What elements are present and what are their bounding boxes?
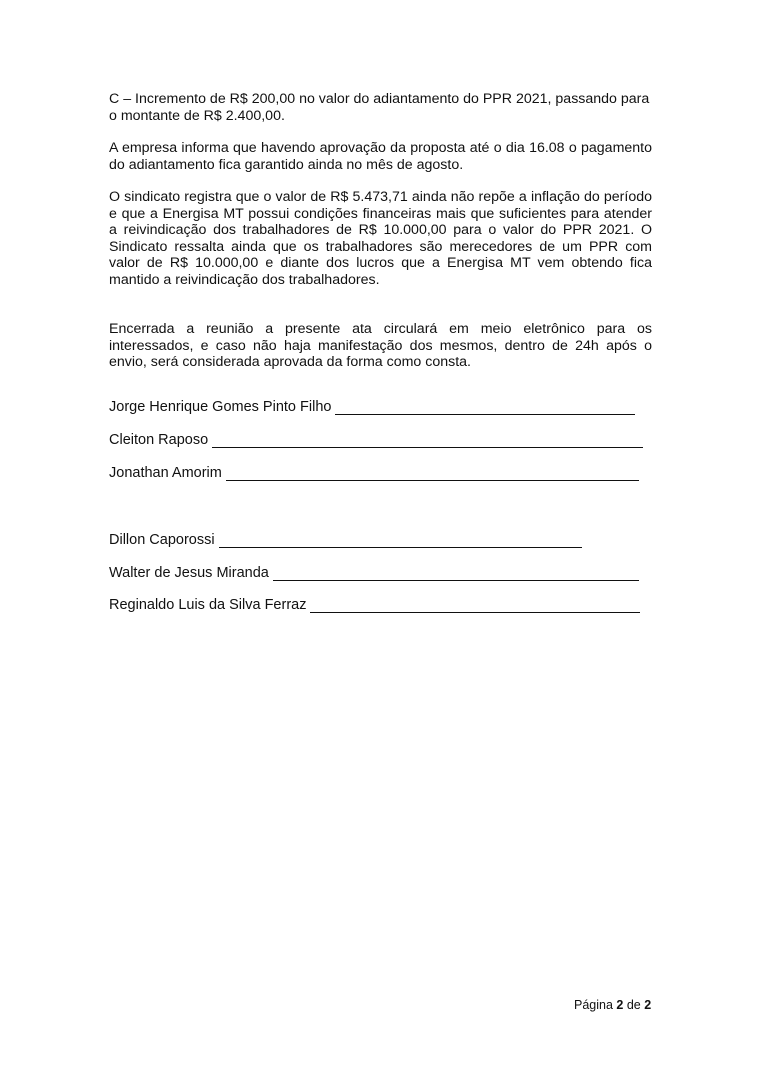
signature-line bbox=[310, 599, 640, 613]
signature-row bbox=[109, 596, 640, 614]
signatory-name: Cleiton Raposo bbox=[109, 432, 209, 448]
signature-row bbox=[109, 531, 582, 549]
paragraph-union-statement: O sindicato registra que o valor de R$ 5.473,71 ainda não repõe a inflação do período e que a Energisa MT possui condições financeiras mais que suficientes para atender a reivindicação dos trabalhadores de R$ 10.000,00 para o valor do PPR 2021. O Sindicato ressalta ainda que os trabalhadores são merecedores de um PPR com valor de R$ 10.000,00 e diante dos lucros que a Energisa MT vem obtendo fica mantido a reivindicação dos trabalhadores. bbox=[109, 189, 652, 288]
paragraph-company-statement: A empresa informa que havendo aprovação da proposta até o dia 16.08 o pagamento do adiantamento fica garantido ainda no mês de agosto. bbox=[109, 140, 652, 173]
signatory-name: Dillon Caporossi bbox=[109, 532, 215, 548]
paragraph-closing: Encerrada a reunião a presente ata circulará em meio eletrônico para os interessados, e caso não haja manifestação dos mesmos, dentro de 24h após o envio, será considerada aprovada da forma como consta. bbox=[109, 321, 652, 370]
signatory-name: Jonathan Amorim bbox=[109, 465, 222, 481]
signatory-name: Walter de Jesus Miranda bbox=[109, 565, 269, 581]
signature-row bbox=[109, 464, 639, 482]
signature-row bbox=[109, 398, 635, 416]
page-number-footer bbox=[574, 997, 651, 1013]
total-pages-number: 2 bbox=[644, 998, 652, 1012]
signature-line bbox=[212, 434, 643, 448]
current-page-number: 2 bbox=[616, 998, 624, 1012]
page-separator: de bbox=[626, 998, 641, 1012]
signature-row bbox=[109, 431, 643, 449]
signature-line bbox=[273, 567, 639, 581]
signatory-name: Jorge Henrique Gomes Pinto Filho bbox=[109, 399, 332, 415]
signatory-name: Reginaldo Luis da Silva Ferraz bbox=[109, 597, 307, 613]
signature-line bbox=[219, 534, 582, 548]
signature-line bbox=[335, 401, 635, 415]
signature-line bbox=[226, 467, 639, 481]
signature-row bbox=[109, 564, 639, 582]
page-label: Página bbox=[574, 998, 613, 1012]
paragraph-increment: C – Incremento de R$ 200,00 no valor do adiantamento do PPR 2021, passando para o montante de R$ 2.400,00. bbox=[109, 91, 650, 124]
